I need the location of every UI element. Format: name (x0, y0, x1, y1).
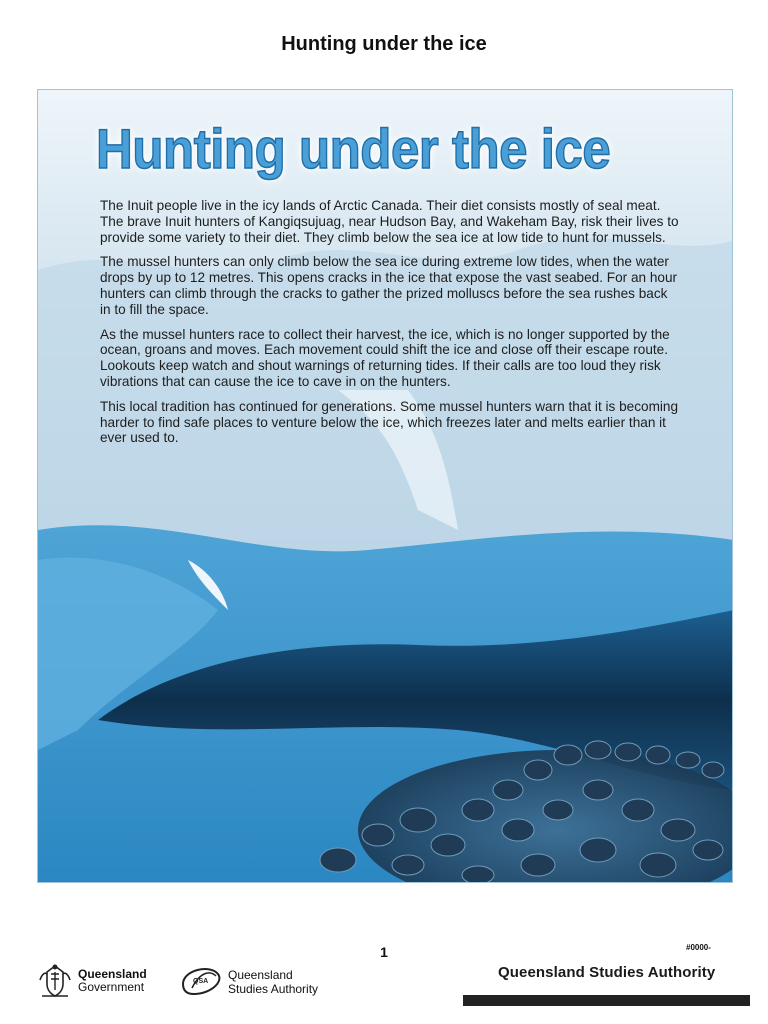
paragraph-4: This local tradition has continued for generations. Some mussel hunters warn that it is becoming harder to find safe places to venture below the ice, which freezes later and melts earlier than it ever used to. (100, 398, 679, 446)
page-number: 1 (380, 944, 388, 960)
footer-bar (463, 995, 750, 1006)
paragraph-3: As the mussel hunters race to collect their harvest, the ice, which is no longer supported by the ocean, groans and moves. Each movement could shift the ice and close off their escape route. Lookouts keep watch and shout warnings of returning tides. If their calls are too loud they risk vibrations that can cause the ice to cave in on the hunters. (100, 326, 670, 389)
poster-image (37, 89, 733, 883)
qsa-wordmark: Queensland Studies Authority (498, 964, 716, 981)
page-heading: Hunting under the ice (281, 33, 487, 55)
queensland-crest-icon (36, 962, 74, 1000)
queensland-government-logo (36, 962, 166, 1000)
qld-gov-line2: Government (78, 980, 145, 994)
poster-title: Hunting under the ice (96, 117, 611, 180)
document-code: #0000- (686, 943, 711, 952)
qld-gov-line1: Queensland (78, 967, 147, 981)
article-body (100, 198, 680, 455)
paragraph-1: The Inuit people live in the icy lands of Arctic Canada. Their diet consists mostly of seal meat. The brave Inuit hunters of Kangiqsujuag, near Hudson Bay, and Wakeham Bay, risk their lives to provide some variety to their diet. They climb below the sea ice at low tide to hunt for mussels. (100, 198, 679, 245)
paragraph-2: The mussel hunters can only climb below the sea ice during extreme low tides, when the water drops by up to 12 metres. This opens cracks in the ice that expose the vast seabed. For an hour hunters can climb through the cracks to gather the prized molluscs before the sea rushes back in to fill the space. (100, 254, 678, 317)
qsa-line1: Queensland (228, 968, 293, 982)
qsa-logo-icon (180, 962, 224, 998)
qsa-line2: Studies Authority (228, 982, 319, 996)
qsa-logo (180, 962, 340, 1002)
svg-text:QSA: QSA (193, 978, 209, 985)
